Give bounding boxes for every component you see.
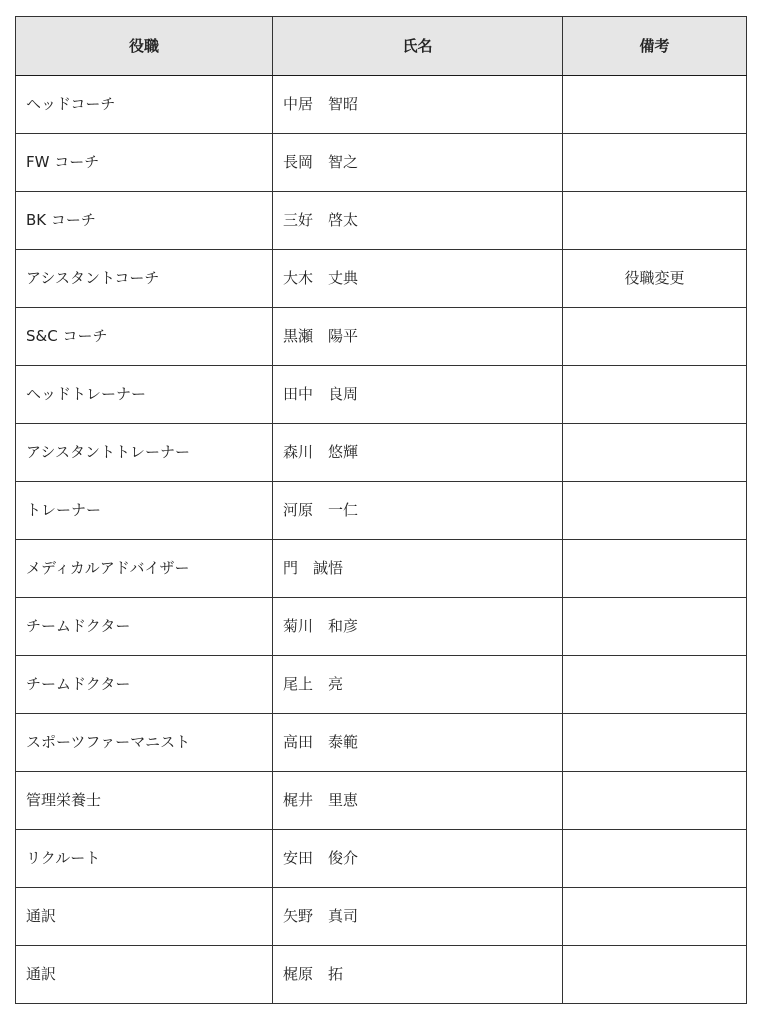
header-name: 氏名 <box>273 17 563 76</box>
note-cell <box>563 134 747 192</box>
table-row <box>16 482 747 540</box>
name-cell: 田中 良周 <box>273 366 563 424</box>
note-cell <box>563 714 747 772</box>
note-cell <box>563 366 747 424</box>
note-cell <box>563 772 747 830</box>
table-row <box>16 540 747 598</box>
staff-table <box>15 16 747 1004</box>
role-cell: アシスタントコーチ <box>16 250 273 308</box>
table-row <box>16 192 747 250</box>
table-row <box>16 656 747 714</box>
name-cell: 矢野 真司 <box>273 888 563 946</box>
role-cell: スポーツファーマニスト <box>16 714 273 772</box>
table-row <box>16 250 747 308</box>
table-row <box>16 946 747 1004</box>
table-body <box>16 76 747 1004</box>
role-cell: チームドクター <box>16 598 273 656</box>
name-cell: 河原 一仁 <box>273 482 563 540</box>
table-row <box>16 76 747 134</box>
role-cell: 管理栄養士 <box>16 772 273 830</box>
header-note: 備考 <box>563 17 747 76</box>
table-row <box>16 598 747 656</box>
name-cell: 三好 啓太 <box>273 192 563 250</box>
header-role: 役職 <box>16 17 273 76</box>
role-cell: リクルート <box>16 830 273 888</box>
note-cell <box>563 656 747 714</box>
note-cell <box>563 482 747 540</box>
role-cell: メディカルアドバイザー <box>16 540 273 598</box>
table-row <box>16 888 747 946</box>
name-cell: 安田 俊介 <box>273 830 563 888</box>
role-cell: ヘッドコーチ <box>16 76 273 134</box>
name-cell: 高田 泰範 <box>273 714 563 772</box>
role-cell: ヘッドトレーナー <box>16 366 273 424</box>
table-header <box>16 17 747 76</box>
table-row <box>16 308 747 366</box>
name-cell: 大木 丈典 <box>273 250 563 308</box>
table-row <box>16 772 747 830</box>
note-cell <box>563 888 747 946</box>
note-cell <box>563 830 747 888</box>
table-row <box>16 830 747 888</box>
name-cell: 黒瀬 陽平 <box>273 308 563 366</box>
role-cell: BK コーチ <box>16 192 273 250</box>
note-cell <box>563 424 747 482</box>
name-cell: 梶原 拓 <box>273 946 563 1004</box>
header-row <box>16 17 747 76</box>
role-cell: トレーナー <box>16 482 273 540</box>
name-cell: 梶井 里恵 <box>273 772 563 830</box>
role-cell: 通訳 <box>16 888 273 946</box>
note-cell <box>563 540 747 598</box>
name-cell: 門 誠悟 <box>273 540 563 598</box>
table-row <box>16 366 747 424</box>
table-row <box>16 714 747 772</box>
role-cell: アシスタントトレーナー <box>16 424 273 482</box>
name-cell: 菊川 和彦 <box>273 598 563 656</box>
note-cell <box>563 192 747 250</box>
role-cell: チームドクター <box>16 656 273 714</box>
name-cell: 中居 智昭 <box>273 76 563 134</box>
note-cell <box>563 308 747 366</box>
role-cell: 通訳 <box>16 946 273 1004</box>
table-row <box>16 424 747 482</box>
note-cell <box>563 76 747 134</box>
table-row <box>16 134 747 192</box>
name-cell: 尾上 亮 <box>273 656 563 714</box>
name-cell: 長岡 智之 <box>273 134 563 192</box>
role-cell: FW コーチ <box>16 134 273 192</box>
note-cell <box>563 946 747 1004</box>
name-cell: 森川 悠輝 <box>273 424 563 482</box>
role-cell: S&C コーチ <box>16 308 273 366</box>
note-cell: 役職変更 <box>563 250 747 308</box>
note-cell <box>563 598 747 656</box>
